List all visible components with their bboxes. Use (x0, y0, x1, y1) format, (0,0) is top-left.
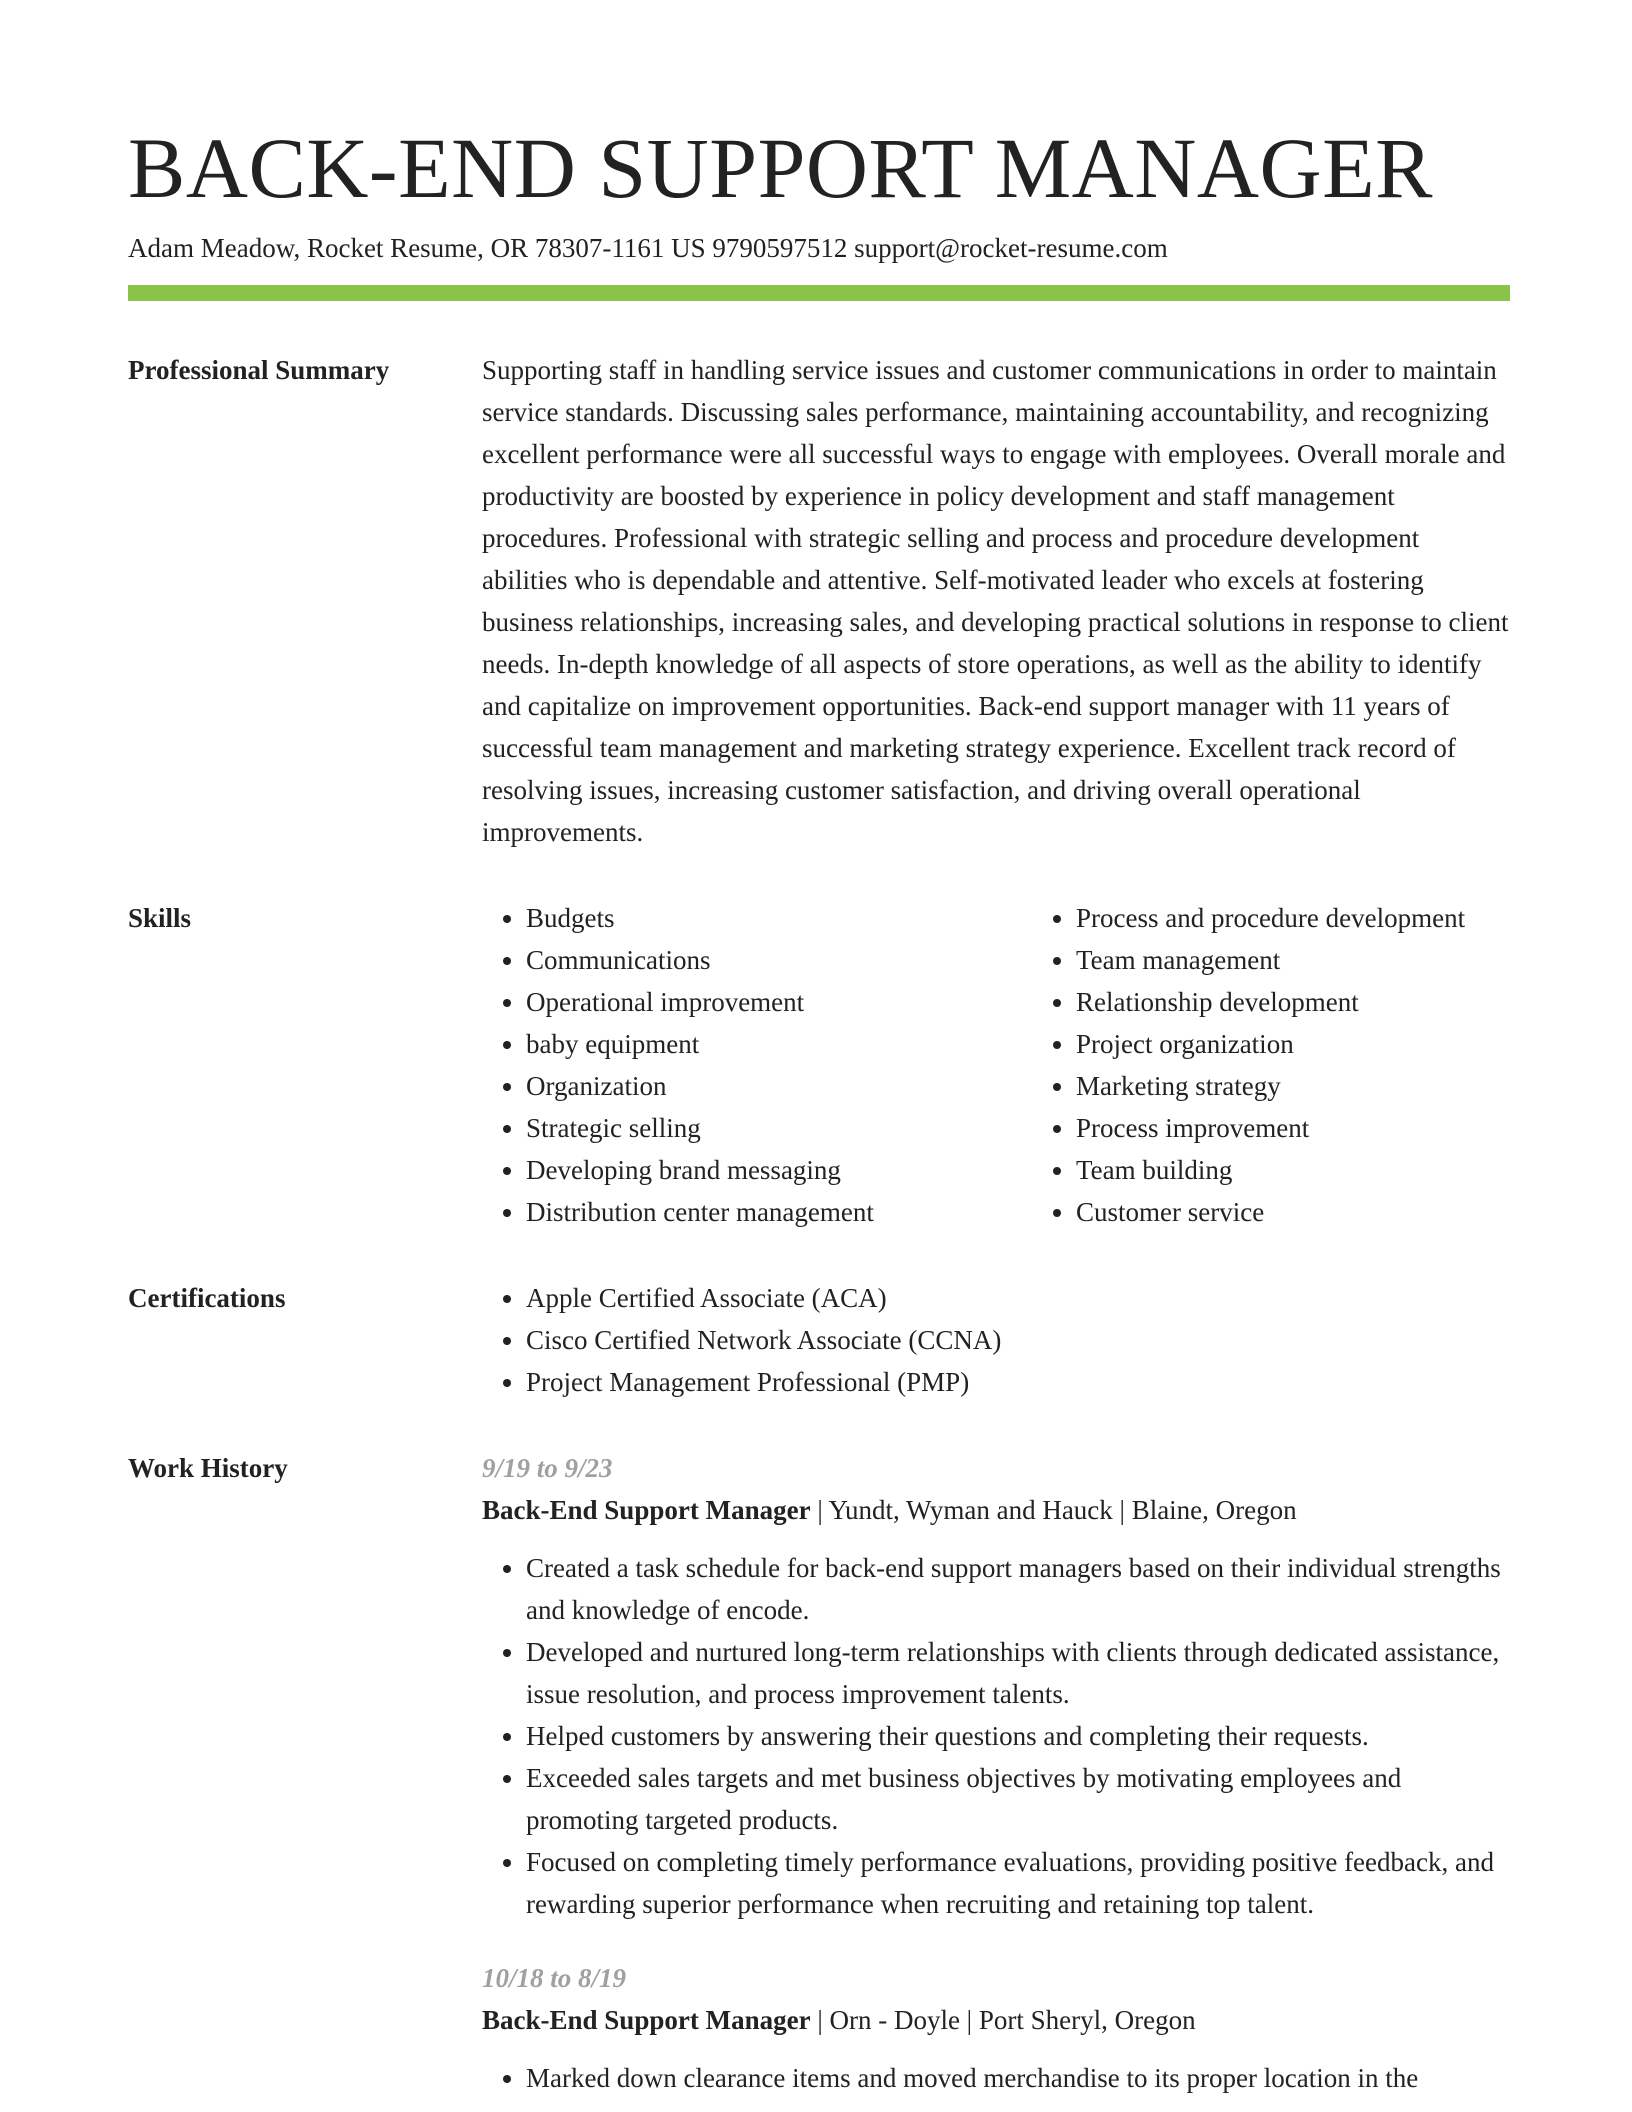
job-dates: 10/18 to 8/19 (482, 1963, 627, 1993)
job-bullet: • Developed and nurtured long-term relationships with clients through dedicated assistance, issue resolution, and process improvement talents. (526, 1631, 1510, 1715)
job-title: Back-End Support Manager (482, 2005, 811, 2035)
job-dates: 9/19 to 9/23 (482, 1453, 613, 1483)
job-entry (482, 1957, 1510, 2099)
skills-list-right (1032, 897, 1582, 1233)
job-title: Back-End Support Manager (482, 1495, 811, 1525)
certification-item: • Project Management Professional (PMP) (526, 1361, 1510, 1403)
skills-list-left (482, 897, 1032, 1233)
skill-item: • Communications (526, 939, 1032, 981)
job-bullet: • Helped customers by answering their questions and completing their requests. (526, 1715, 1510, 1757)
job-bullet: • Focused on completing timely performance evaluations, providing positive feedback, and rewarding superior performance when recruiting and retaining top talent. (526, 1841, 1510, 1925)
certification-item: • Cisco Certified Network Associate (CCNA) (526, 1319, 1510, 1361)
skill-item: • Team management (1076, 939, 1582, 981)
skill-item: • Distribution center management (526, 1191, 1032, 1233)
work-history-section (128, 1447, 1510, 2099)
resume-page (128, 118, 1510, 2099)
job-employer-location: | Yundt, Wyman and Hauck | Blaine, Oregon (810, 1495, 1297, 1525)
job-heading (482, 1489, 1510, 1531)
skill-item: • Process improvement (1076, 1107, 1582, 1149)
summary-text: Supporting staff in handling service issues and customer communications in order to maintain service standards. Discussing sales performance, maintaining accountability, and recognizing excellent performance were all successful ways to engage with employees. Overall morale and productivity are boosted by experience in policy development and staff management procedures. Professional with strategic selling and process and procedure development abilities who is dependable and attentive. Self-motivated leader who excels at fostering business relationships, increasing sales, and developing practical solutions in response to client needs. In-depth knowledge of all aspects of store operations, as well as the ability to identify and capitalize on improvement opportunities. Back-end support manager with 11 years of successful team management and marketing strategy experience. Excellent track record of resolving issues, increasing customer satisfaction, and driving overall operational improvements. (482, 355, 1509, 847)
certifications-section (128, 1277, 1510, 1403)
skill-item: • Project organization (1076, 1023, 1582, 1065)
job-entry (482, 1447, 1510, 1925)
summary-label: Professional Summary (128, 355, 390, 385)
skill-item: • Developing brand messaging (526, 1149, 1032, 1191)
job-bullet: • Created a task schedule for back-end support managers based on their individual strengths and knowledge of encode. (526, 1547, 1510, 1631)
skill-item: • Strategic selling (526, 1107, 1032, 1149)
job-bullet: • Marked down clearance items and moved merchandise to its proper location in the (526, 2057, 1510, 2099)
skill-item: • Relationship development (1076, 981, 1582, 1023)
work-history-label: Work History (128, 1453, 288, 1483)
resume-title: BACK-END SUPPORT MANAGER (128, 120, 1433, 216)
skill-item: • Budgets (526, 897, 1032, 939)
header-divider (128, 285, 1510, 301)
skills-label: Skills (128, 903, 192, 933)
job-bullets (482, 1547, 1510, 1925)
contact-line: Adam Meadow, Rocket Resume, OR 78307-1161 US 9790597512 support@rocket-resume.com (128, 233, 1168, 263)
skill-item: • Customer service (1076, 1191, 1582, 1233)
certifications-list (482, 1277, 1510, 1403)
skill-item: • Team building (1076, 1149, 1582, 1191)
job-bullet: • Exceeded sales targets and met business objectives by motivating employees and promoting targeted products. (526, 1757, 1510, 1841)
skills-section (128, 897, 1510, 1233)
job-heading (482, 1999, 1510, 2041)
skill-item: • Marketing strategy (1076, 1065, 1582, 1107)
certifications-label: Certifications (128, 1283, 286, 1313)
skill-item: • Operational improvement (526, 981, 1032, 1023)
skill-item: • baby equipment (526, 1023, 1032, 1065)
skill-item: • Process and procedure development (1076, 897, 1582, 939)
job-bullets (482, 2057, 1510, 2099)
job-employer-location: | Orn - Doyle | Port Sheryl, Oregon (810, 2005, 1196, 2035)
certification-item: • Apple Certified Associate (ACA) (526, 1277, 1510, 1319)
summary-section (128, 349, 1510, 853)
skill-item: • Organization (526, 1065, 1032, 1107)
